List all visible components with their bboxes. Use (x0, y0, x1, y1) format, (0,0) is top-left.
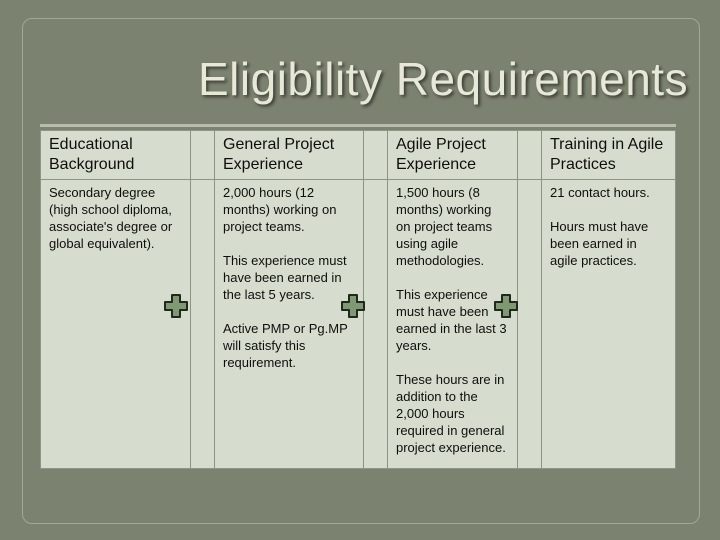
header-spacer (364, 131, 388, 180)
cell-general-project-experience (215, 180, 364, 469)
title-rule (40, 124, 676, 127)
plus-icon (164, 294, 188, 318)
cell-paragraph: This experience must have been earned in the last 3 years. (396, 287, 507, 353)
header-educational-background: Educational Background (41, 131, 191, 180)
plus-icon (341, 294, 365, 318)
header-general-project-experience: General Project Experience (215, 131, 364, 180)
cell-paragraph: These hours are in addition to the 2,000 hours required in general project experience. (396, 372, 506, 455)
cell-educational-background (41, 180, 191, 469)
header-agile-project-experience: Agile Project Experience (388, 131, 518, 180)
cell-training-agile-practices (542, 180, 676, 469)
cell-paragraph: 1,500 hours (8 months) working on project teams using agile methodologies. (396, 185, 493, 268)
cell-paragraph: Secondary degree (high school diploma, associate's degree or global equivalent). (49, 185, 173, 251)
cell-agile-project-experience (388, 180, 518, 469)
plus-column (518, 180, 542, 469)
header-spacer (191, 131, 215, 180)
cell-paragraph: This experience must have been earned in the last 5 years. (223, 253, 347, 302)
slide-title: Eligibility Requirements (198, 53, 689, 105)
cell-paragraph: 2,000 hours (12 months) working on project teams. (223, 185, 337, 234)
header-spacer (518, 131, 542, 180)
cell-paragraph: 21 contact hours. (550, 185, 650, 200)
plus-column (364, 180, 388, 469)
table-header-row (41, 131, 676, 180)
table-body-row (41, 180, 676, 469)
cell-paragraph: Hours must have been earned in agile practices. (550, 219, 649, 268)
cell-paragraph: Active PMP or Pg.MP will satisfy this requirement. (223, 321, 348, 370)
plus-icon (494, 294, 518, 318)
header-training-agile-practices: Training in Agile Practices (542, 131, 676, 180)
plus-column (191, 180, 215, 469)
